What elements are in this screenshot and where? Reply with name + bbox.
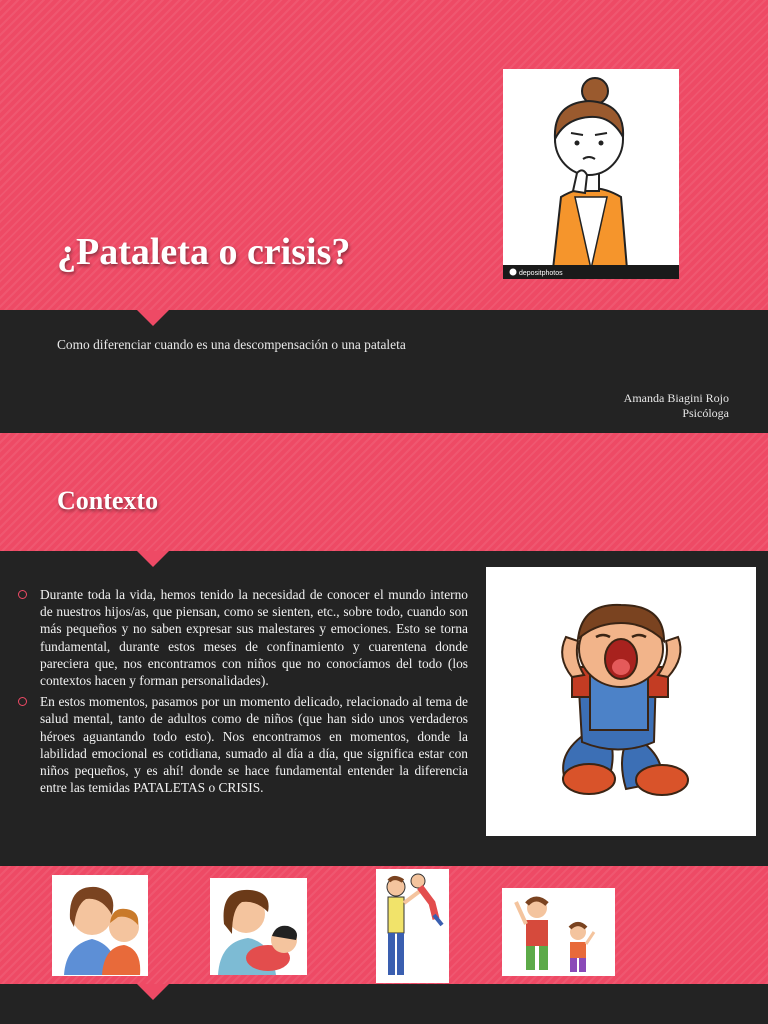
slide3-image-1	[52, 875, 148, 976]
bullet-text: En estos momentos, pasamos por un momento delicado, relacionado al tema de salud mental, tanto de adultos como de niños (que han sido unos verdaderos héroes aguantando todo esto). Nos encontramos en momentos, donde la labilidad emocional es cotidiana, sumado al día a día, que significa estar con niños pequeños, y es ahí! donde se hace fundamental entender la diferencia entre las temidas PATALETAS o CRISIS.	[40, 694, 468, 796]
mother-hugging-child-icon	[52, 875, 148, 976]
crying-child-icon	[486, 567, 756, 836]
author-role: Psicóloga	[682, 406, 729, 420]
slide3-bottom	[0, 984, 768, 1024]
slide3-image-3	[376, 869, 449, 983]
slide1-footer	[0, 310, 768, 432]
slide2-image	[486, 567, 756, 836]
father-and-child-cheering-icon	[502, 888, 615, 976]
bullet-text: Durante toda la vida, hemos tenido la necesidad de conocer el mundo interno de nuestros hijos/as, que piensan, como se sienten, etc., sobre todo, cuando son más pequeños y no saben expresar sus malestares y emociones. Esto se torna fundamental, durante estos meses de confinamiento y cuarentena donde pareciera que, nos encontramos con niños que no conocíamos del todo (los contextos hacen y forman personalidades).	[40, 587, 468, 689]
slide3-image-4	[502, 888, 615, 976]
context-bullet	[18, 693, 468, 796]
context-bullet	[18, 586, 468, 689]
slide3-image-2	[210, 878, 307, 975]
slide2-notch	[137, 551, 169, 567]
slide1-image	[503, 69, 679, 279]
bullet-circle-icon	[18, 590, 27, 599]
author-name: Amanda Biagini Rojo	[623, 391, 729, 405]
thinking-woman-icon	[503, 69, 679, 279]
slide1-title: ¿Pataleta o crisis?	[57, 231, 351, 273]
father-lifting-child-icon	[376, 869, 449, 983]
bullet-circle-icon	[18, 697, 27, 706]
slide3-notch	[137, 984, 169, 1000]
watermark-text: depositphotos	[519, 270, 563, 277]
slide2-title: Contexto	[57, 486, 159, 515]
slide1-notch	[137, 310, 169, 326]
context-bullet-list	[18, 586, 468, 800]
slide1-subtitle: Como diferenciar cuando es una descompensación o una pataleta	[57, 337, 406, 352]
mother-holding-baby-icon	[210, 878, 307, 975]
